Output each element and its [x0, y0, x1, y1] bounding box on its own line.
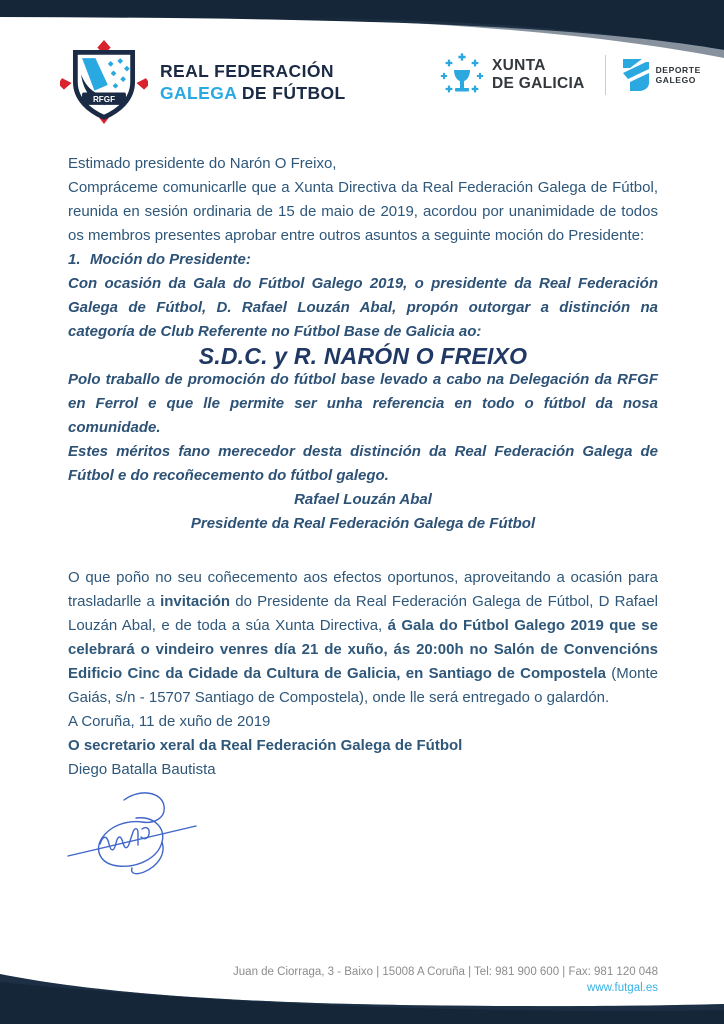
rfgf-crest-icon [60, 40, 148, 124]
president-title: Presidente da Real Federación Galega de Fútbol [190, 515, 536, 532]
rfgf-wordmark [160, 60, 346, 104]
xunta-de-galicia-logo [440, 50, 585, 100]
crest-rfgf-text: RFGF [92, 95, 116, 105]
merit-paragraph-1: Polo traballo de promoción do fútbol base levado a cabo na Delegación da RFGF en Ferrol e que lle permite ser unha referencia en todo o fútbol da nosa comunidade. [68, 371, 658, 436]
footer-address: Juan de Ciorraga, 3 - Baixo | 15008 A Coruña | Tel: 981 900 600 | Fax: 981 120 048 [233, 966, 658, 978]
intro-paragraph: Compráceme comunicarlle que a Xunta Directiva da Real Federación Galega de Fútbol, reunida en sesión ordinaria de 15 de maio de 2019, acordou por unanimidade de todos os membros presentes aprobar entre outros asuntos a seguinte moción do Presidente: [68, 179, 658, 244]
logo-divider [605, 55, 606, 95]
closing-segment-bold: á Gala do Fútbol Galego 2019 que se celebrará o vindeiro venres día 21 de xuño, ás 20:00h no Salón de Convencións Edificio Cinc da Cidade da Cultura de Galicia, en Santiago de Compostela [68, 617, 658, 682]
closing-segment: do Presidente da Real Federación Galega de Fútbol, D Rafael Louzán Abal, e de toda a súa Xunta Directiva, [68, 593, 658, 634]
footer [233, 964, 658, 996]
salutation: Estimado presidente do Narón O Freixo, [68, 155, 337, 172]
closing-segment: O que poño no seu coñecemento aos efectos oportunos, aproveitando a ocasión para trasladarlle a [68, 569, 658, 610]
closing-segment-bold: invitación [160, 593, 231, 610]
deporte-galego-logo [622, 59, 701, 91]
merit-paragraph-2: Estes méritos fano merecedor desta distinción da Real Federación Galega de Fútbol e do recoñecemento do fútbol galego. [68, 443, 658, 484]
government-logos [440, 50, 701, 100]
xunta-wordmark: XUNTA DE GALICIA [492, 57, 585, 92]
closing-paragraph [68, 566, 658, 710]
letterhead [0, 40, 724, 132]
secretary-name: Diego Batalla Bautista [68, 761, 216, 778]
motion-heading [68, 248, 658, 272]
motion-label: Moción do Presidente: [90, 251, 251, 268]
motion-body: Con ocasión da Gala do Fútbol Galego 2019, o presidente da Real Federación Galega de Fútbol, D. Rafael Louzán Abal, propón outorgar a distinción na categoría de Club Referente no Fútbol Base de Galicia ao: [68, 275, 658, 340]
motion-number: 1. [68, 251, 81, 268]
letter-body [68, 152, 658, 878]
closing-segment: (Monte Gaiás, s/n - 15707 Santiago de Compostela), onde lle será entregado o galardón. [68, 665, 658, 706]
xunta-emblem-icon [440, 50, 484, 100]
rfgf-logo [60, 40, 346, 124]
footer-website-link[interactable]: www.futgal.es [587, 982, 658, 994]
deporte-wordmark: DEPORTE GALEGO [655, 65, 701, 85]
handwritten-signature [62, 786, 202, 878]
president-signature-block [68, 488, 658, 536]
place-and-date: A Coruña, 11 de xuño de 2019 [68, 713, 271, 730]
rfgf-wordmark-line2: GALEGA DE FÚTBOL [160, 83, 346, 103]
deporte-emblem-icon [622, 59, 649, 91]
rfgf-wordmark-line1: REAL FEDERACIÓN [160, 61, 334, 81]
secretary-title: O secretario xeral da Real Federación Galega de Fútbol [68, 737, 463, 754]
award-title: S.D.C. y R. NARÓN O FREIXO [198, 343, 528, 369]
president-name: Rafael Louzán Abal [294, 491, 432, 508]
